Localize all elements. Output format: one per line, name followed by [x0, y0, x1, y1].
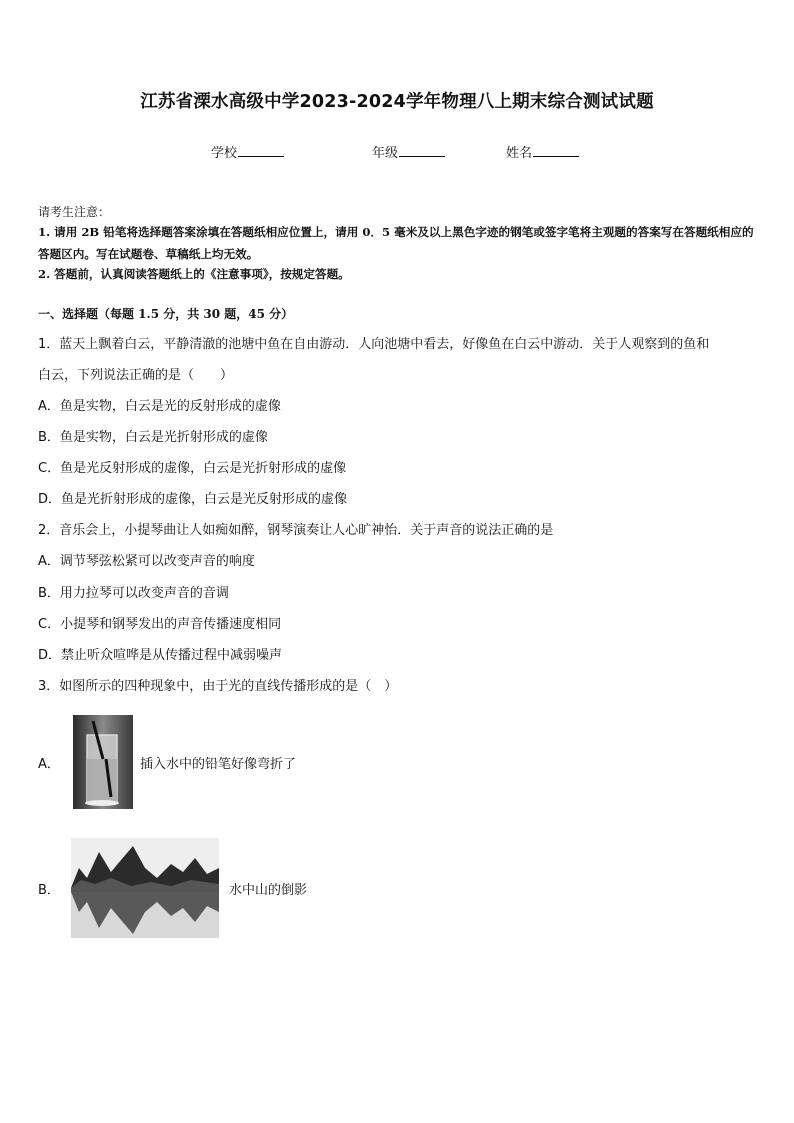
pencil-in-water-image: [73, 715, 133, 809]
q1-option-b: B．鱼是实物，白云是光折射形成的虚像: [38, 430, 268, 445]
school-label: 学校: [211, 146, 238, 161]
q3-option-a-label: A．: [38, 757, 60, 772]
grade-blank: [399, 144, 445, 157]
section-heading: 一、选择题（每题 1.5 分，共 30 题，45 分）: [38, 307, 294, 321]
q3-option-b-caption: 水中山的倒影: [229, 883, 308, 898]
q1-option-d: D．鱼是光折射形成的虚像，白云是光反射形成的虚像: [38, 492, 348, 507]
q1-stem-line1: 1．蓝天上飘着白云，平静清澈的池塘中鱼在自由游动．人向池塘中看去，好像鱼在白云中游动．关于人观察到的鱼和: [38, 337, 710, 352]
q3-option-a-caption: 插入水中的铅笔好像弯折了: [140, 757, 297, 772]
q2-stem: 2．音乐会上，小提琴曲让人如痴如醉，钢琴演奏让人心旷神怡．关于声音的说法正确的是: [38, 523, 554, 538]
q2-option-d: D．禁止听众喧哗是从传播过程中减弱噪声: [38, 648, 283, 663]
grade-field: [372, 142, 445, 161]
q3-stem: 3．如图所示的四种现象中，由于光的直线传播形成的是（ ）: [38, 679, 398, 694]
school-field: [211, 142, 284, 161]
grade-label: 年级: [372, 146, 399, 161]
q1-option-a: A．鱼是实物，白云是光的反射形成的虚像: [38, 399, 281, 414]
q3-option-b-label: B．: [38, 883, 60, 898]
name-blank: [533, 144, 579, 157]
q2-option-b: B．用力拉琴可以改变声音的音调: [38, 586, 229, 601]
q2-option-c: C．小提琴和钢琴发出的声音传播速度相同: [38, 617, 282, 632]
page-title: 江苏省溧水高级中学2023-2024学年物理八上期末综合测试试题: [140, 92, 654, 112]
name-label: 姓名: [506, 146, 533, 161]
notice-heading: 请考生注意：: [38, 205, 111, 219]
q1-option-c: C．鱼是光反射形成的虚像，白云是光折射形成的虚像: [38, 461, 347, 476]
school-blank: [238, 144, 284, 157]
notice-item-2: 2. 答题前，认真阅读答题纸上的《注意事项》，按规定答题。: [38, 267, 350, 281]
mountain-reflection-image: [71, 838, 219, 938]
q2-option-a: A．调节琴弦松紧可以改变声音的响度: [38, 554, 255, 569]
q1-stem-line2: 白云，下列说法正确的是（ ）: [38, 368, 234, 383]
name-field: [506, 142, 579, 161]
notice-item-1: 1. 请用 2B 铅笔将选择题答案涂填在答题纸相应位置上，请用 0．5 毫米及以上黑色字迹的钢笔或签字笔将主观题的答案写在答题纸相应的答题区内。写在试题卷、草稿纸上均无效。: [38, 225, 754, 261]
